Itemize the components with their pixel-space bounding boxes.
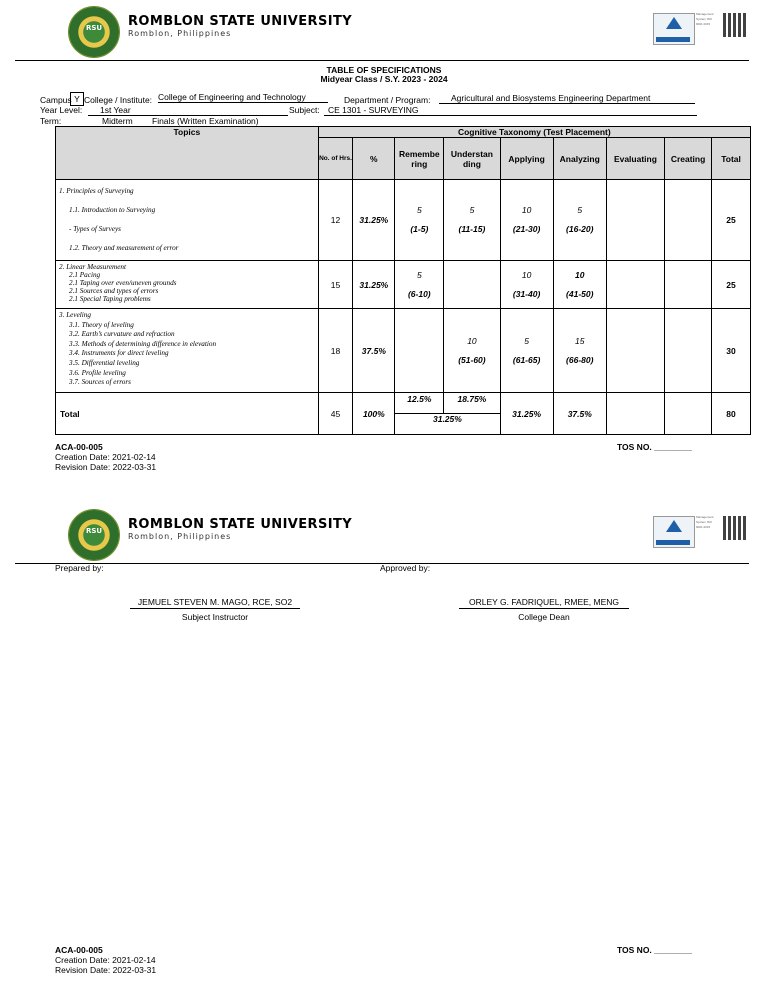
university-location: Romblon, Philippines: [128, 29, 232, 38]
understanding-cell: [444, 309, 500, 393]
department-label: Department / Program:: [344, 95, 431, 105]
university-seal-icon: RSU: [68, 509, 120, 561]
approver-name: ORLEY G. FADRIQUEL, RMEE, MENG: [459, 597, 629, 609]
revision-date: Revision Date: 2022-03-31: [55, 462, 157, 472]
topic-line: 2.1 Sources and types of errors: [69, 287, 159, 295]
topic-line: 3.3. Methods of determining difference in elevation: [69, 339, 217, 348]
item-range: (16-20): [566, 224, 594, 234]
campus-checkbox[interactable]: Y: [70, 92, 84, 106]
total-hours: 45: [318, 393, 353, 435]
page-header: [0, 0, 768, 62]
item-range: (1-5): [410, 224, 429, 234]
evaluating-cell: [606, 180, 664, 261]
total-percent: 100%: [353, 393, 395, 435]
total-understanding: 18.75%: [457, 394, 487, 404]
page-header: [0, 503, 768, 565]
total-row: [56, 393, 751, 435]
tos-number: TOS NO. ________: [617, 442, 692, 452]
header-evaluating: Evaluating: [606, 138, 664, 180]
analyzing-cell: [553, 180, 606, 261]
certification-text: Management System ISO 9001:2015: [696, 515, 714, 529]
topic-line: 3.1. Theory of leveling: [69, 320, 134, 329]
ru-combined-cell: [395, 393, 500, 435]
total-cell: 30: [712, 309, 751, 393]
header-hours: No. of Hrs.: [318, 138, 353, 180]
topic-line: 1.1. Introduction to Surveying: [69, 206, 156, 214]
qr-code-icon: [723, 13, 747, 37]
year-value: 1st Year: [88, 105, 288, 116]
university-location: Romblon, Philippines: [128, 532, 232, 541]
approver-title: College Dean: [518, 612, 570, 622]
item-count: 10: [521, 269, 532, 280]
term-midterm: Midterm: [102, 116, 133, 126]
understanding-cell: [444, 180, 500, 261]
topic-line: 2.1 Pacing: [69, 271, 101, 279]
term-finals: Finals (Written Examination): [150, 116, 270, 127]
understanding-cell: [444, 261, 500, 309]
applying-cell: [500, 180, 553, 261]
table-row: [56, 261, 751, 309]
header-cognitive-taxonomy: Cognitive Taxonomy (Test Placement): [318, 127, 750, 138]
header-topics: Topics: [56, 127, 319, 180]
topic-cell: [56, 309, 319, 393]
topic-line: 3.4. Instruments for direct leveling: [69, 349, 169, 358]
topic-line: 3.6. Profile leveling: [69, 368, 126, 377]
topic-line: 2. Linear Measurement: [59, 263, 127, 271]
table-row: [56, 309, 751, 393]
preparer-name: JEMUEL STEVEN M. MAGO, RCE, SO2: [130, 597, 300, 609]
term-label: Term:: [40, 116, 62, 126]
topic-line: 2.1 Taping over even/uneven grounds: [69, 279, 177, 287]
header-understanding: Understan ding: [444, 138, 500, 180]
topic-line: 3.7. Sources of errors: [69, 378, 131, 387]
table-row: [56, 180, 751, 261]
item-count: 10: [575, 269, 585, 280]
topic-line: 2.1 Special Taping problems: [69, 295, 151, 303]
item-range: (41-50): [566, 288, 594, 299]
remembering-cell: [395, 180, 444, 261]
preparer-title: Subject Instructor: [181, 612, 249, 622]
revision-date: Revision Date: 2022-03-31: [55, 965, 157, 975]
item-count: 5: [524, 335, 529, 346]
certification-logo-icon: [653, 13, 695, 45]
doc-title: TABLE OF SPECIFICATIONS: [326, 65, 442, 75]
topic-line: 3. Leveling: [59, 311, 91, 319]
qr-code-icon: [723, 516, 747, 540]
evaluating-cell: [606, 261, 664, 309]
item-range: (51-60): [458, 354, 486, 365]
grand-total: 80: [712, 393, 751, 435]
subject-label: Subject:: [289, 105, 320, 115]
topic-line: - Types of Surveys: [69, 225, 121, 233]
college-value: College of Engineering and Technology: [158, 92, 328, 103]
doc-code: ACA-00-005: [55, 442, 103, 452]
certification-text: Management System ISO 9001:2015: [696, 12, 714, 26]
creating-cell: [665, 309, 712, 393]
certification-logo-icon: [653, 516, 695, 548]
percent-cell: 37.5%: [353, 309, 395, 393]
header-analyzing: Analyzing: [553, 138, 606, 180]
subject-value: CE 1301 - SURVEYING: [324, 105, 697, 116]
header-creating: Creating: [665, 138, 712, 180]
creating-cell: [665, 261, 712, 309]
creation-date: Creation Date: 2021-02-14: [55, 452, 156, 462]
prepared-by-label: Prepared by:: [55, 563, 104, 573]
university-seal-icon: RSU: [68, 6, 120, 58]
item-range: (6-10): [407, 288, 431, 299]
item-count: 5: [577, 205, 583, 215]
total-applying: 31.25%: [500, 393, 553, 435]
item-count: 5: [469, 205, 475, 215]
university-name: ROMBLON STATE UNIVERSITY: [128, 517, 353, 532]
topic-line: 1. Principles of Surveying: [59, 187, 134, 195]
creating-cell: [665, 180, 712, 261]
tos-number: TOS NO. ________: [617, 945, 692, 955]
evaluating-cell: [606, 309, 664, 393]
year-label: Year Level:: [40, 105, 83, 115]
header-rule: [15, 60, 749, 61]
header-applying: Applying: [500, 138, 553, 180]
doc-code: ACA-00-005: [55, 945, 103, 955]
percent-cell: 31.25%: [353, 180, 395, 261]
approver-signature: [459, 597, 629, 622]
hours-cell: 15: [318, 261, 353, 309]
percent-cell: 31.25%: [353, 261, 395, 309]
total-creating: [665, 393, 712, 435]
remembering-cell: [395, 261, 444, 309]
topic-line: 3.2. Earth’s curvature and refraction: [69, 330, 175, 339]
footer: [55, 945, 156, 975]
item-count: 5: [416, 205, 422, 215]
header-remembering: Remembe ring: [395, 138, 444, 180]
total-cell: 25: [712, 261, 751, 309]
campus-label: Campus: [40, 95, 72, 105]
hours-cell: 18: [318, 309, 353, 393]
applying-cell: [500, 261, 553, 309]
hours-cell: 12: [318, 180, 353, 261]
footer: [55, 442, 156, 472]
total-cell: 25: [712, 180, 751, 261]
specifications-table: [55, 126, 751, 435]
total-ru-combined: 31.25%: [432, 414, 462, 424]
topic-line: 1.2. Theory and measurement of error: [69, 244, 179, 252]
preparer-signature: [130, 597, 300, 622]
doc-subtitle: Midyear Class / S.Y. 2023 - 2024: [320, 74, 448, 84]
analyzing-cell: [553, 261, 606, 309]
university-name: ROMBLON STATE UNIVERSITY: [128, 14, 353, 29]
item-range: (66-80): [566, 354, 594, 365]
header-total: Total: [712, 138, 751, 180]
item-range: (21-30): [512, 224, 541, 234]
item-count: 10: [521, 205, 532, 215]
creation-date: Creation Date: 2021-02-14: [55, 955, 156, 965]
item-count: 5: [416, 269, 422, 280]
topic-cell: [56, 261, 319, 309]
remembering-cell: [395, 309, 444, 393]
item-range: (11-15): [458, 224, 486, 234]
analyzing-cell: [553, 309, 606, 393]
total-remembering: 12.5%: [395, 393, 444, 413]
header-percent: %: [353, 138, 395, 180]
college-label: College / Institute:: [84, 95, 153, 105]
department-value: Agricultural and Biosystems Engineering Department: [439, 93, 695, 104]
approved-by-label: Approved by:: [380, 563, 431, 573]
topic-line: 3.5. Differential leveling: [69, 358, 140, 367]
item-count: 10: [467, 335, 477, 346]
total-label: Total: [56, 393, 319, 435]
item-range: (31-40): [512, 288, 541, 299]
item-range: (61-65): [512, 354, 541, 365]
item-count: 15: [575, 335, 585, 346]
total-evaluating: [606, 393, 664, 435]
topic-cell: [56, 180, 319, 261]
total-analyzing: 37.5%: [553, 393, 606, 435]
applying-cell: [500, 309, 553, 393]
